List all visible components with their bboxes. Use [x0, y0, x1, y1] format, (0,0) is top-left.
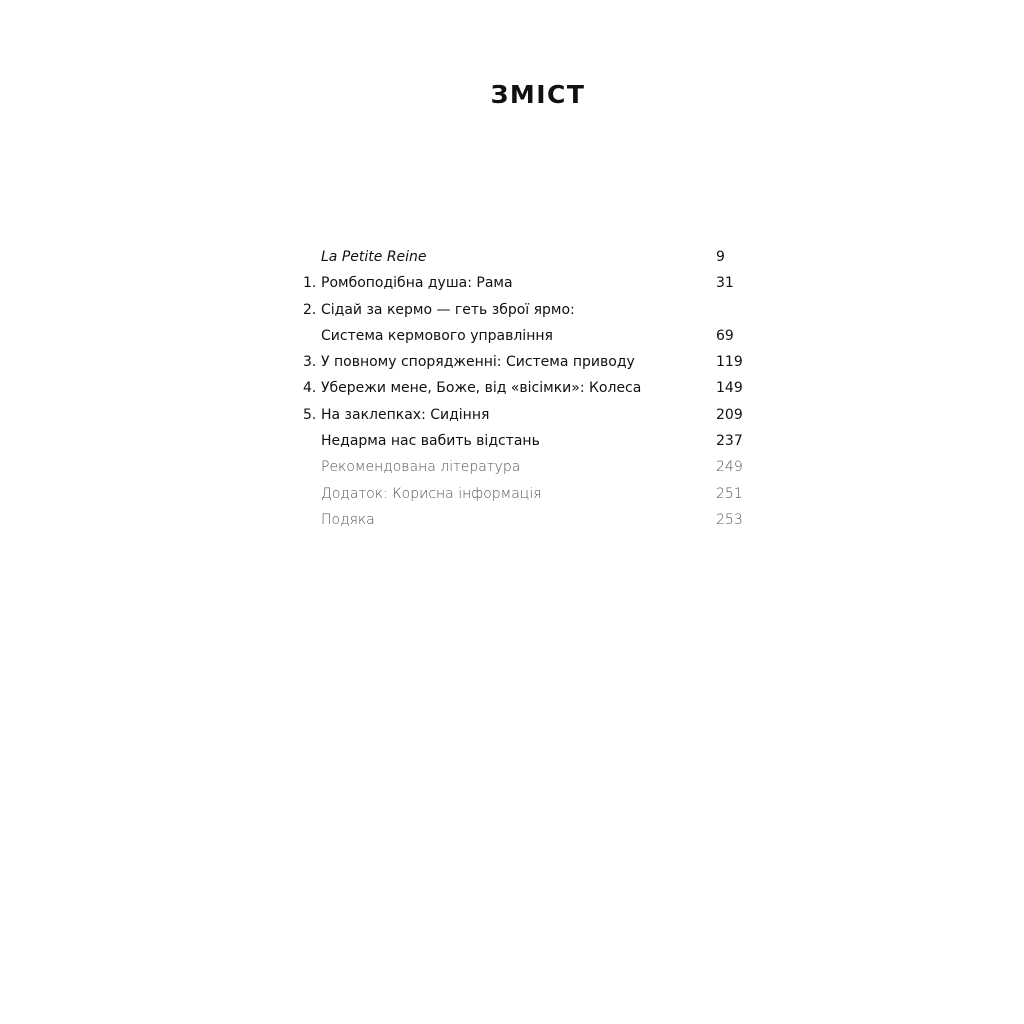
toc-entry-title: Додаток: Корисна інформація: [321, 485, 542, 502]
toc-entry-title: La Petite Reine: [321, 249, 427, 265]
toc-entry-title: У повному спорядженні: Система приводу: [321, 354, 635, 371]
toc-entry-title: На заклепках: Сидіння: [321, 406, 490, 423]
toc-entry-title: Убережи мене, Боже, від «вісімки»: Колеса: [321, 380, 642, 397]
table-of-contents: [303, 244, 743, 533]
toc-entry: [303, 323, 743, 349]
toc-entry: [303, 244, 743, 270]
toc-entry-title: Недарма нас вабить відстань: [321, 433, 540, 450]
toc-entry-title: Система кермового управління: [321, 327, 553, 344]
toc-entry-title: Сідай за кермо — геть зброї ярмо:: [321, 301, 575, 318]
toc-entry-page: 149: [716, 380, 743, 397]
toc-entry-page: 119: [716, 354, 743, 371]
toc-entry-title: Подяка: [321, 511, 375, 528]
toc-entry-number: 2.: [303, 301, 317, 318]
toc-entry-page: 251: [716, 485, 743, 502]
toc-entry-number: 1.: [303, 275, 317, 292]
toc-entry-title: Ромбоподібна душа: Рама: [321, 275, 513, 292]
toc-entry: [303, 297, 743, 323]
toc-entry-page: 253: [716, 511, 743, 528]
toc-entry: [303, 454, 743, 480]
toc-entry-number: 5.: [303, 406, 317, 423]
toc-entry: [303, 481, 743, 507]
toc-entry: [303, 402, 743, 428]
toc-entry-number: 3.: [303, 354, 317, 371]
toc-entry-page: 209: [716, 406, 743, 423]
toc-entry-page: 237: [716, 433, 743, 450]
toc-entry: [303, 507, 743, 533]
toc-entry-title: Рекомендована література: [321, 459, 521, 476]
toc-entry-page: 69: [716, 327, 734, 344]
toc-entry-number: 4.: [303, 380, 317, 397]
toc-entry-page: 31: [716, 275, 734, 292]
toc-entry: [303, 270, 743, 296]
toc-entry: [303, 349, 743, 375]
toc-entry-page: 249: [716, 459, 743, 476]
toc-entry: [303, 375, 743, 401]
toc-entry-page: 9: [716, 249, 725, 265]
toc-entry: [303, 428, 743, 454]
page-title: ЗМІСТ: [490, 80, 586, 109]
